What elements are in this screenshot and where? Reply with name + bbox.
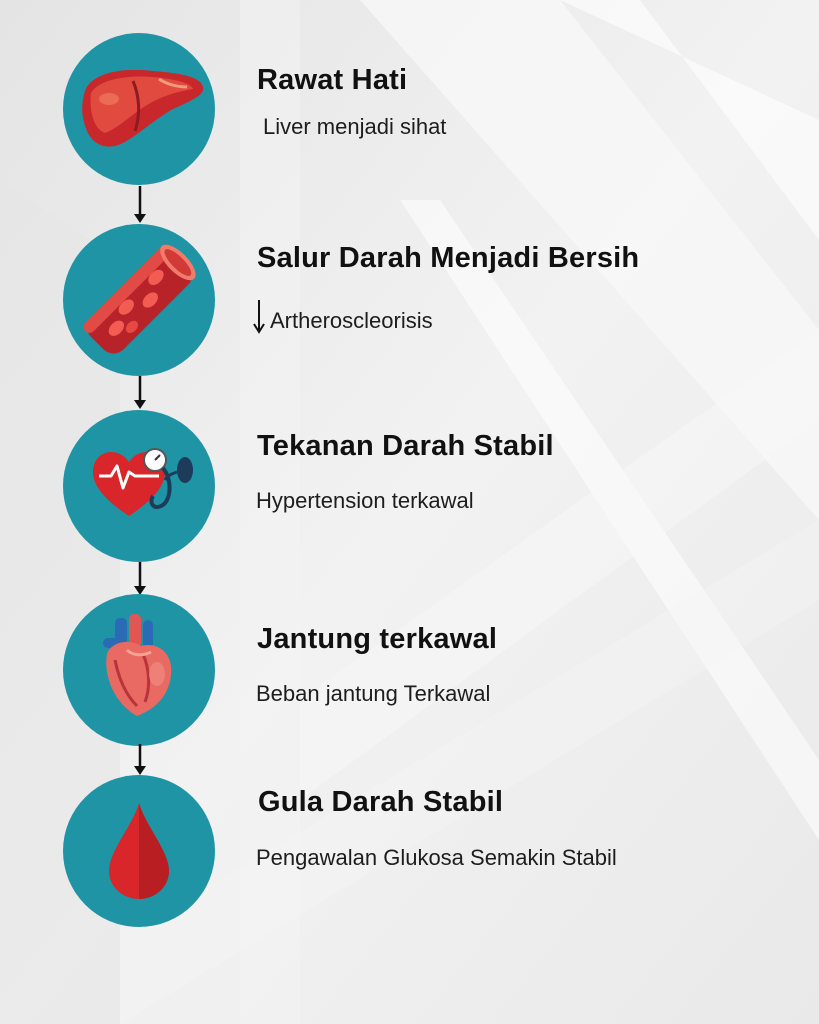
connector-arrow-4	[133, 744, 147, 776]
blood-drop-circle	[63, 775, 215, 927]
item-desc-1: Liver menjadi sihat	[263, 114, 447, 139]
anatomical-heart-circle	[63, 594, 215, 746]
item-desc-3: Hypertension terkawal	[256, 488, 474, 513]
item-desc-5: Pengawalan Glukosa Semakin Stabil	[256, 845, 617, 870]
item-desc-2-text: Artheroscleorisis	[270, 308, 433, 333]
connector-arrow-2	[133, 376, 147, 410]
item-title-2: Salur Darah Menjadi Bersih	[257, 242, 640, 274]
connector-arrow-3	[133, 562, 147, 596]
item-title-4: Jantung terkawal	[257, 623, 498, 655]
item-title-5: Gula Darah Stabil	[258, 786, 504, 818]
blood-pressure-circle	[63, 410, 215, 562]
item-title-3: Tekanan Darah Stabil	[257, 430, 554, 462]
liver-circle	[63, 33, 215, 185]
connector-arrow-1	[133, 186, 147, 224]
liver-icon	[63, 33, 215, 185]
anatomical-heart-icon	[63, 594, 215, 746]
blood-vessel-circle	[63, 224, 215, 376]
blood-pressure-heart-icon	[63, 410, 215, 562]
item-title-1: Rawat Hati	[257, 64, 408, 96]
item-desc-2	[252, 300, 433, 340]
item-desc-4: Beban jantung Terkawal	[256, 681, 491, 706]
blood-vessel-icon	[63, 224, 215, 376]
down-arrow-icon	[252, 300, 268, 340]
blood-drop-icon	[63, 775, 215, 927]
